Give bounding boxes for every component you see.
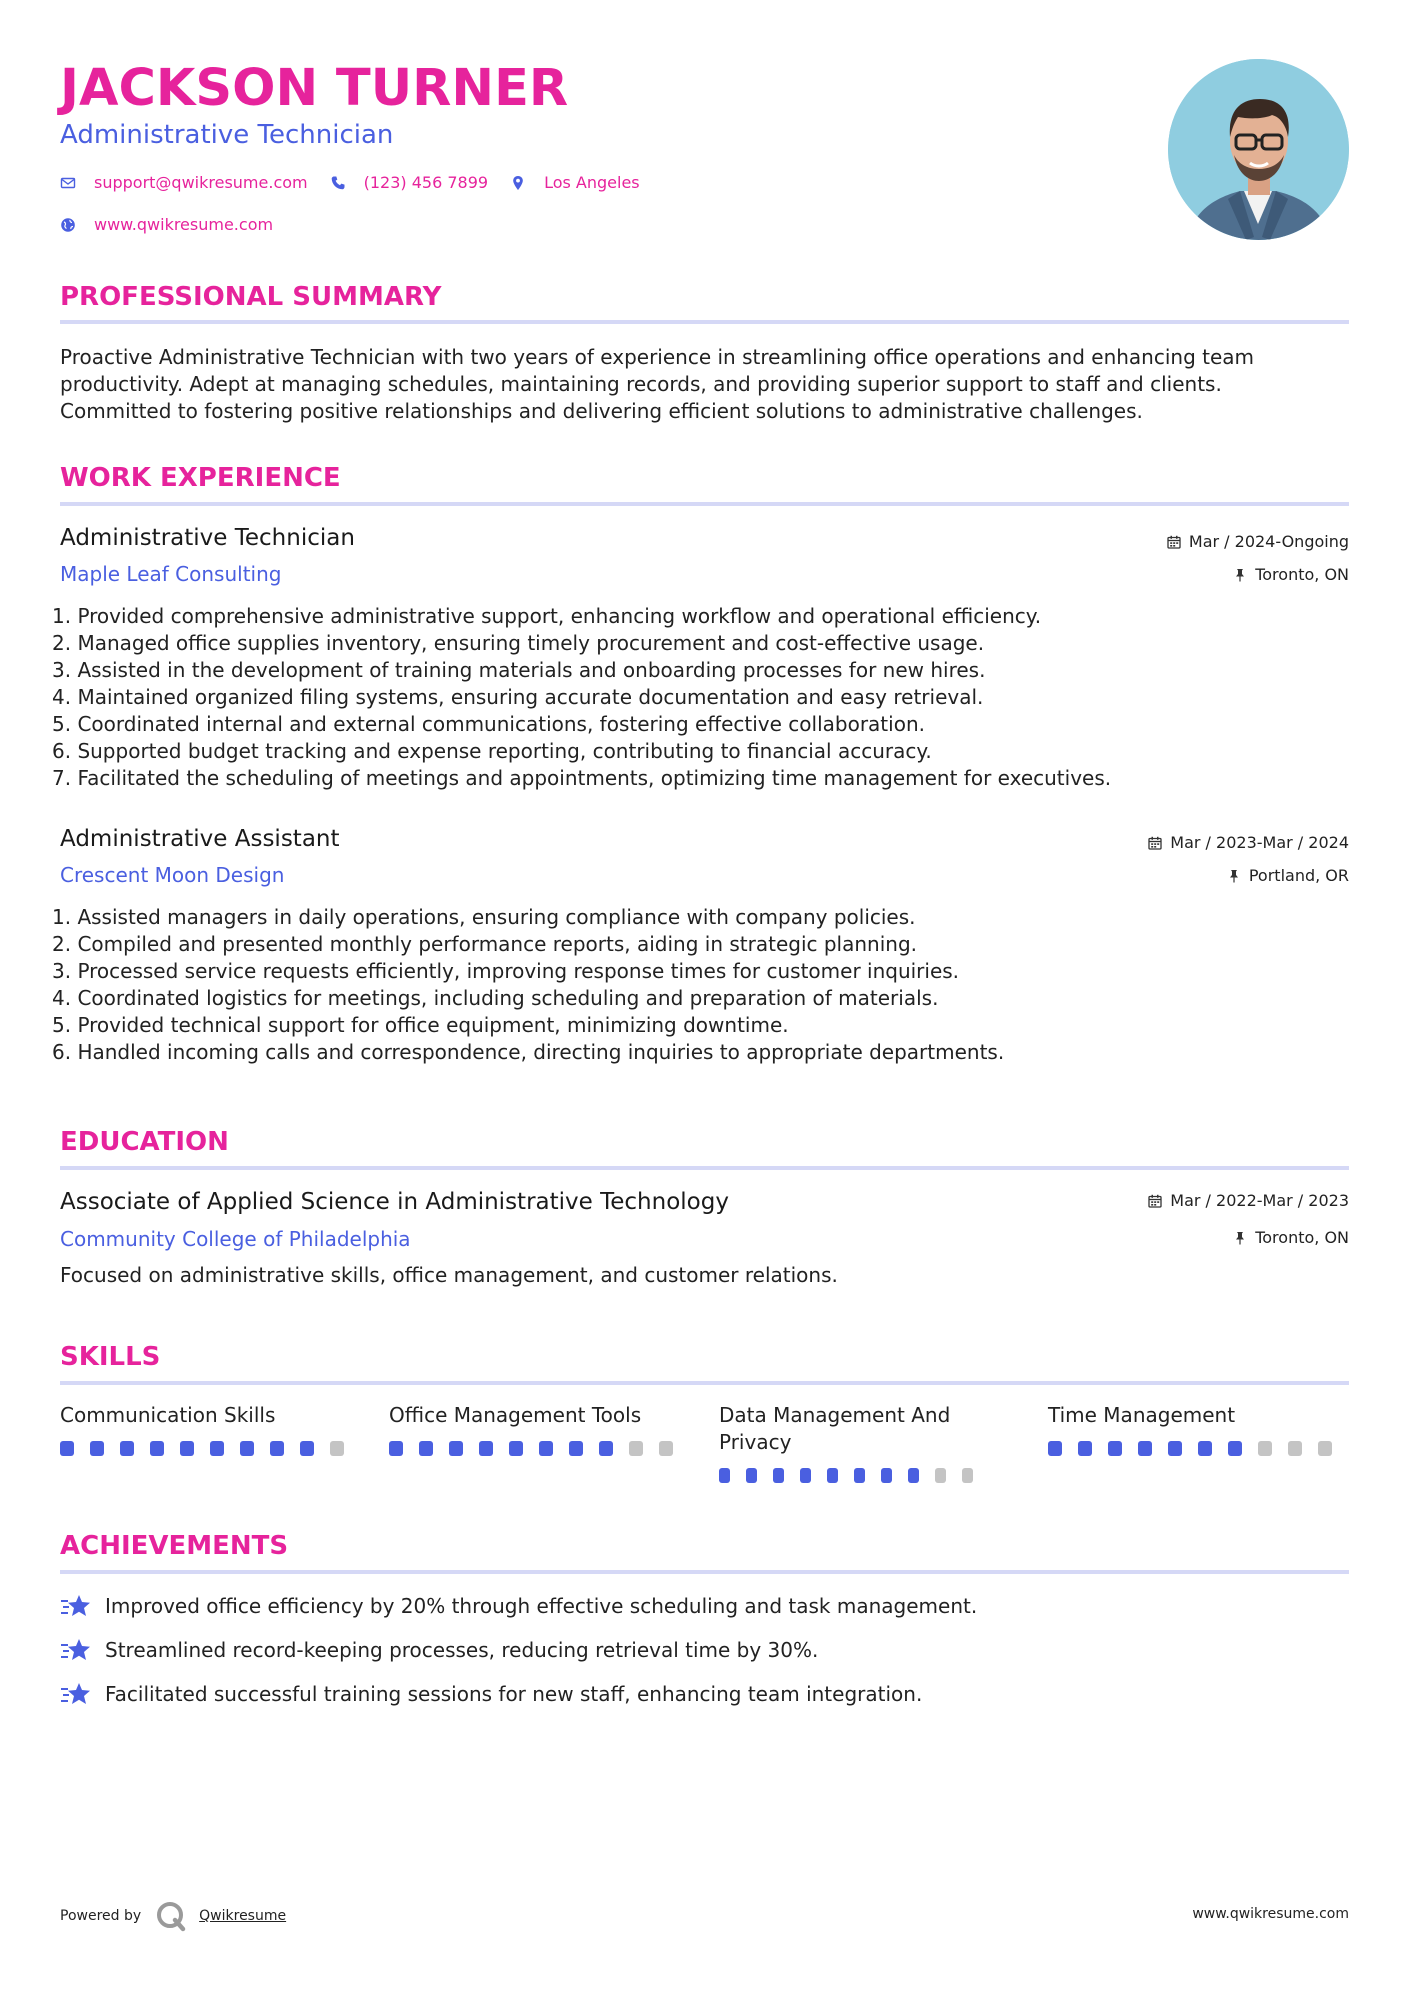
list-item: 4. Maintained organized filing systems, ensuring accurate documentation and easy retrieval.	[52, 685, 984, 709]
calendar-icon	[1148, 1194, 1162, 1208]
education-location	[1233, 1227, 1349, 1249]
achievements-heading: ACHIEVEMENTS	[60, 1531, 289, 1561]
skill-dot-empty	[935, 1468, 946, 1483]
globe-icon	[60, 217, 76, 233]
skill-item	[719, 1402, 989, 1483]
summary-line: Proactive Administrative Technician with two years of experience in streamlining office operations and enhancing team	[60, 345, 1255, 369]
job-company: Crescent Moon Design	[60, 863, 285, 887]
job-location	[1227, 865, 1349, 887]
job-company: Maple Leaf Consulting	[60, 562, 282, 586]
skill-dot-filled	[240, 1441, 254, 1456]
skill-dot-filled	[509, 1441, 523, 1456]
list-item: 3. Processed service requests efficiently, improving response times for customer inquiries.	[52, 959, 960, 983]
skill-dot-filled	[60, 1441, 74, 1456]
job-location-text: Portland, OR	[1248, 866, 1349, 885]
skill-dot-filled	[270, 1441, 284, 1456]
skill-rating	[1048, 1441, 1348, 1456]
star-icon	[60, 1592, 92, 1620]
job-bullets	[52, 904, 1352, 1066]
skill-dot-filled	[210, 1441, 224, 1456]
list-item: 7. Facilitated the scheduling of meetings and appointments, optimizing time management for executives.	[52, 766, 1112, 790]
skill-dot-filled	[1048, 1441, 1062, 1456]
contact-row-1	[60, 172, 662, 194]
list-item: 6. Supported budget tracking and expense reporting, contributing to financial accuracy.	[52, 739, 932, 763]
skill-name: Data Management And Privacy	[719, 1403, 951, 1454]
skill-dot-empty	[330, 1441, 344, 1456]
calendar-icon	[1167, 535, 1181, 549]
summary-text	[60, 344, 1350, 425]
skill-dot-filled	[449, 1441, 463, 1456]
skill-dot-filled	[150, 1441, 164, 1456]
skill-dot-empty	[1258, 1441, 1272, 1456]
skill-item	[60, 1402, 360, 1456]
skill-rating	[60, 1441, 360, 1456]
website-text: www.qwikresume.com	[94, 215, 274, 234]
skills-heading: SKILLS	[60, 1342, 161, 1372]
profile-photo-illustration	[1168, 59, 1349, 240]
list-item: 5. Coordinated internal and external communications, fostering effective collaboration.	[52, 712, 925, 736]
candidate-name: JACKSON TURNER	[60, 59, 569, 118]
contact-phone[interactable]	[330, 172, 488, 194]
skill-dot-filled	[90, 1441, 104, 1456]
achievement-text: Facilitated successful training sessions for new staff, enhancing team integration.	[105, 1681, 923, 1706]
job-title: Administrative Technician	[60, 525, 355, 551]
phone-text: (123) 456 7899	[363, 173, 489, 192]
skill-dot-filled	[1198, 1441, 1212, 1456]
achievements-divider	[60, 1570, 1349, 1574]
qwikresume-logo-icon	[155, 1900, 187, 1932]
summary-divider	[60, 320, 1349, 324]
skill-dot-filled	[599, 1441, 613, 1456]
calendar-icon	[1148, 836, 1162, 850]
skill-dot-filled	[881, 1468, 892, 1483]
skill-dot-empty	[1288, 1441, 1302, 1456]
skill-dot-filled	[419, 1441, 433, 1456]
map-pin-icon	[510, 175, 526, 191]
candidate-role: Administrative Technician	[60, 120, 394, 150]
skill-dot-filled	[120, 1441, 134, 1456]
star-icon	[60, 1680, 92, 1708]
summary-line: Committed to fostering positive relationships and delivering efficient solutions to administrative challenges.	[60, 399, 1143, 423]
location-text: Los Angeles	[544, 173, 640, 192]
achievement-item	[60, 1636, 818, 1664]
summary-line: productivity. Adept at managing schedules, maintaining records, and providing superior support to staff and clients.	[60, 372, 1222, 396]
skill-name: Office Management Tools	[389, 1403, 642, 1427]
job-dates-text: Mar / 2024-Ongoing	[1188, 532, 1349, 551]
skill-rating	[719, 1468, 989, 1483]
degree-title: Associate of Applied Science in Administrative Technology	[60, 1189, 729, 1215]
list-item: 5. Provided technical support for office equipment, minimizing downtime.	[52, 1013, 789, 1037]
achievement-item	[60, 1592, 977, 1620]
achievement-text: Streamlined record-keeping processes, reducing retrieval time by 30%.	[105, 1637, 819, 1662]
list-item: 2. Managed office supplies inventory, ensuring timely procurement and cost-effective usage.	[52, 631, 985, 655]
skill-name: Communication Skills	[60, 1403, 276, 1427]
footer-website[interactable]: www.qwikresume.com	[1192, 1906, 1349, 1922]
list-item: 1. Assisted managers in daily operations, ensuring compliance with company policies.	[52, 905, 916, 929]
summary-heading: PROFESSIONAL SUMMARY	[60, 282, 442, 312]
job-location-text: Toronto, ON	[1255, 565, 1349, 584]
contact-row-2	[60, 214, 295, 236]
envelope-icon	[60, 175, 76, 191]
list-item: 2. Compiled and presented monthly performance reports, aiding in strategic planning.	[52, 932, 917, 956]
education-dates-text: Mar / 2022-Mar / 2023	[1170, 1191, 1349, 1210]
footer-powered-by	[60, 1900, 286, 1932]
skill-dot-filled	[908, 1468, 919, 1483]
skill-dot-filled	[773, 1468, 784, 1483]
achievement-item	[60, 1680, 922, 1708]
email-text: support@qwikresume.com	[94, 173, 308, 192]
education-location-text: Toronto, ON	[1255, 1228, 1349, 1247]
powered-by-text: Powered by	[60, 1908, 142, 1924]
pushpin-icon	[1227, 869, 1241, 883]
education-dates	[1148, 1190, 1349, 1212]
school-name: Community College of Philadelphia	[60, 1227, 411, 1251]
skill-dot-filled	[479, 1441, 493, 1456]
education-divider	[60, 1166, 1349, 1170]
skill-dot-empty	[659, 1441, 673, 1456]
skill-rating	[389, 1441, 689, 1456]
experience-heading: WORK EXPERIENCE	[60, 463, 341, 493]
job-dates	[1148, 832, 1349, 854]
profile-photo	[1168, 59, 1349, 240]
skill-dot-filled	[719, 1468, 730, 1483]
job-dates	[1167, 531, 1349, 553]
list-item: 3. Assisted in the development of training materials and onboarding processes for new hires.	[52, 658, 986, 682]
skill-dot-filled	[800, 1468, 811, 1483]
skill-dot-filled	[1108, 1441, 1122, 1456]
contact-website[interactable]	[60, 214, 273, 236]
list-item: 4. Coordinated logistics for meetings, including scheduling and preparation of materials.	[52, 986, 939, 1010]
phone-icon	[330, 175, 346, 191]
skill-item	[1048, 1402, 1348, 1456]
achievement-text: Improved office efficiency by 20% through effective scheduling and task management.	[105, 1593, 978, 1618]
contact-location	[510, 172, 640, 194]
contact-email[interactable]	[60, 172, 308, 194]
skill-dot-filled	[1078, 1441, 1092, 1456]
skill-dot-filled	[1168, 1441, 1182, 1456]
list-item: 1. Provided comprehensive administrative support, enhancing workflow and operational efficiency.	[52, 604, 1042, 628]
skill-dot-filled	[569, 1441, 583, 1456]
footer-brand-link[interactable]: Qwikresume	[199, 1908, 287, 1924]
education-heading: EDUCATION	[60, 1127, 229, 1157]
job-bullets	[52, 603, 1352, 792]
job-dates-text: Mar / 2023-Mar / 2024	[1170, 833, 1349, 852]
pushpin-icon	[1233, 568, 1247, 582]
skill-dot-empty	[962, 1468, 973, 1483]
skill-dot-filled	[746, 1468, 757, 1483]
skill-dot-filled	[300, 1441, 314, 1456]
education-description: Focused on administrative skills, office management, and customer relations.	[60, 1263, 838, 1287]
star-icon	[60, 1636, 92, 1664]
skill-dot-empty	[629, 1441, 643, 1456]
skill-dot-filled	[1138, 1441, 1152, 1456]
skill-item	[389, 1402, 689, 1456]
experience-divider	[60, 502, 1349, 506]
job-location	[1233, 564, 1349, 586]
skill-dot-empty	[1318, 1441, 1332, 1456]
job-title: Administrative Assistant	[60, 826, 340, 852]
pushpin-icon	[1233, 1231, 1247, 1245]
skill-dot-filled	[389, 1441, 403, 1456]
skills-divider	[60, 1381, 1349, 1385]
skill-name: Time Management	[1048, 1403, 1236, 1427]
skill-dot-filled	[180, 1441, 194, 1456]
skill-dot-filled	[539, 1441, 553, 1456]
list-item: 6. Handled incoming calls and correspondence, directing inquiries to appropriate departments.	[52, 1040, 1005, 1064]
skill-dot-filled	[854, 1468, 865, 1483]
skill-dot-filled	[1228, 1441, 1242, 1456]
skill-dot-filled	[827, 1468, 838, 1483]
